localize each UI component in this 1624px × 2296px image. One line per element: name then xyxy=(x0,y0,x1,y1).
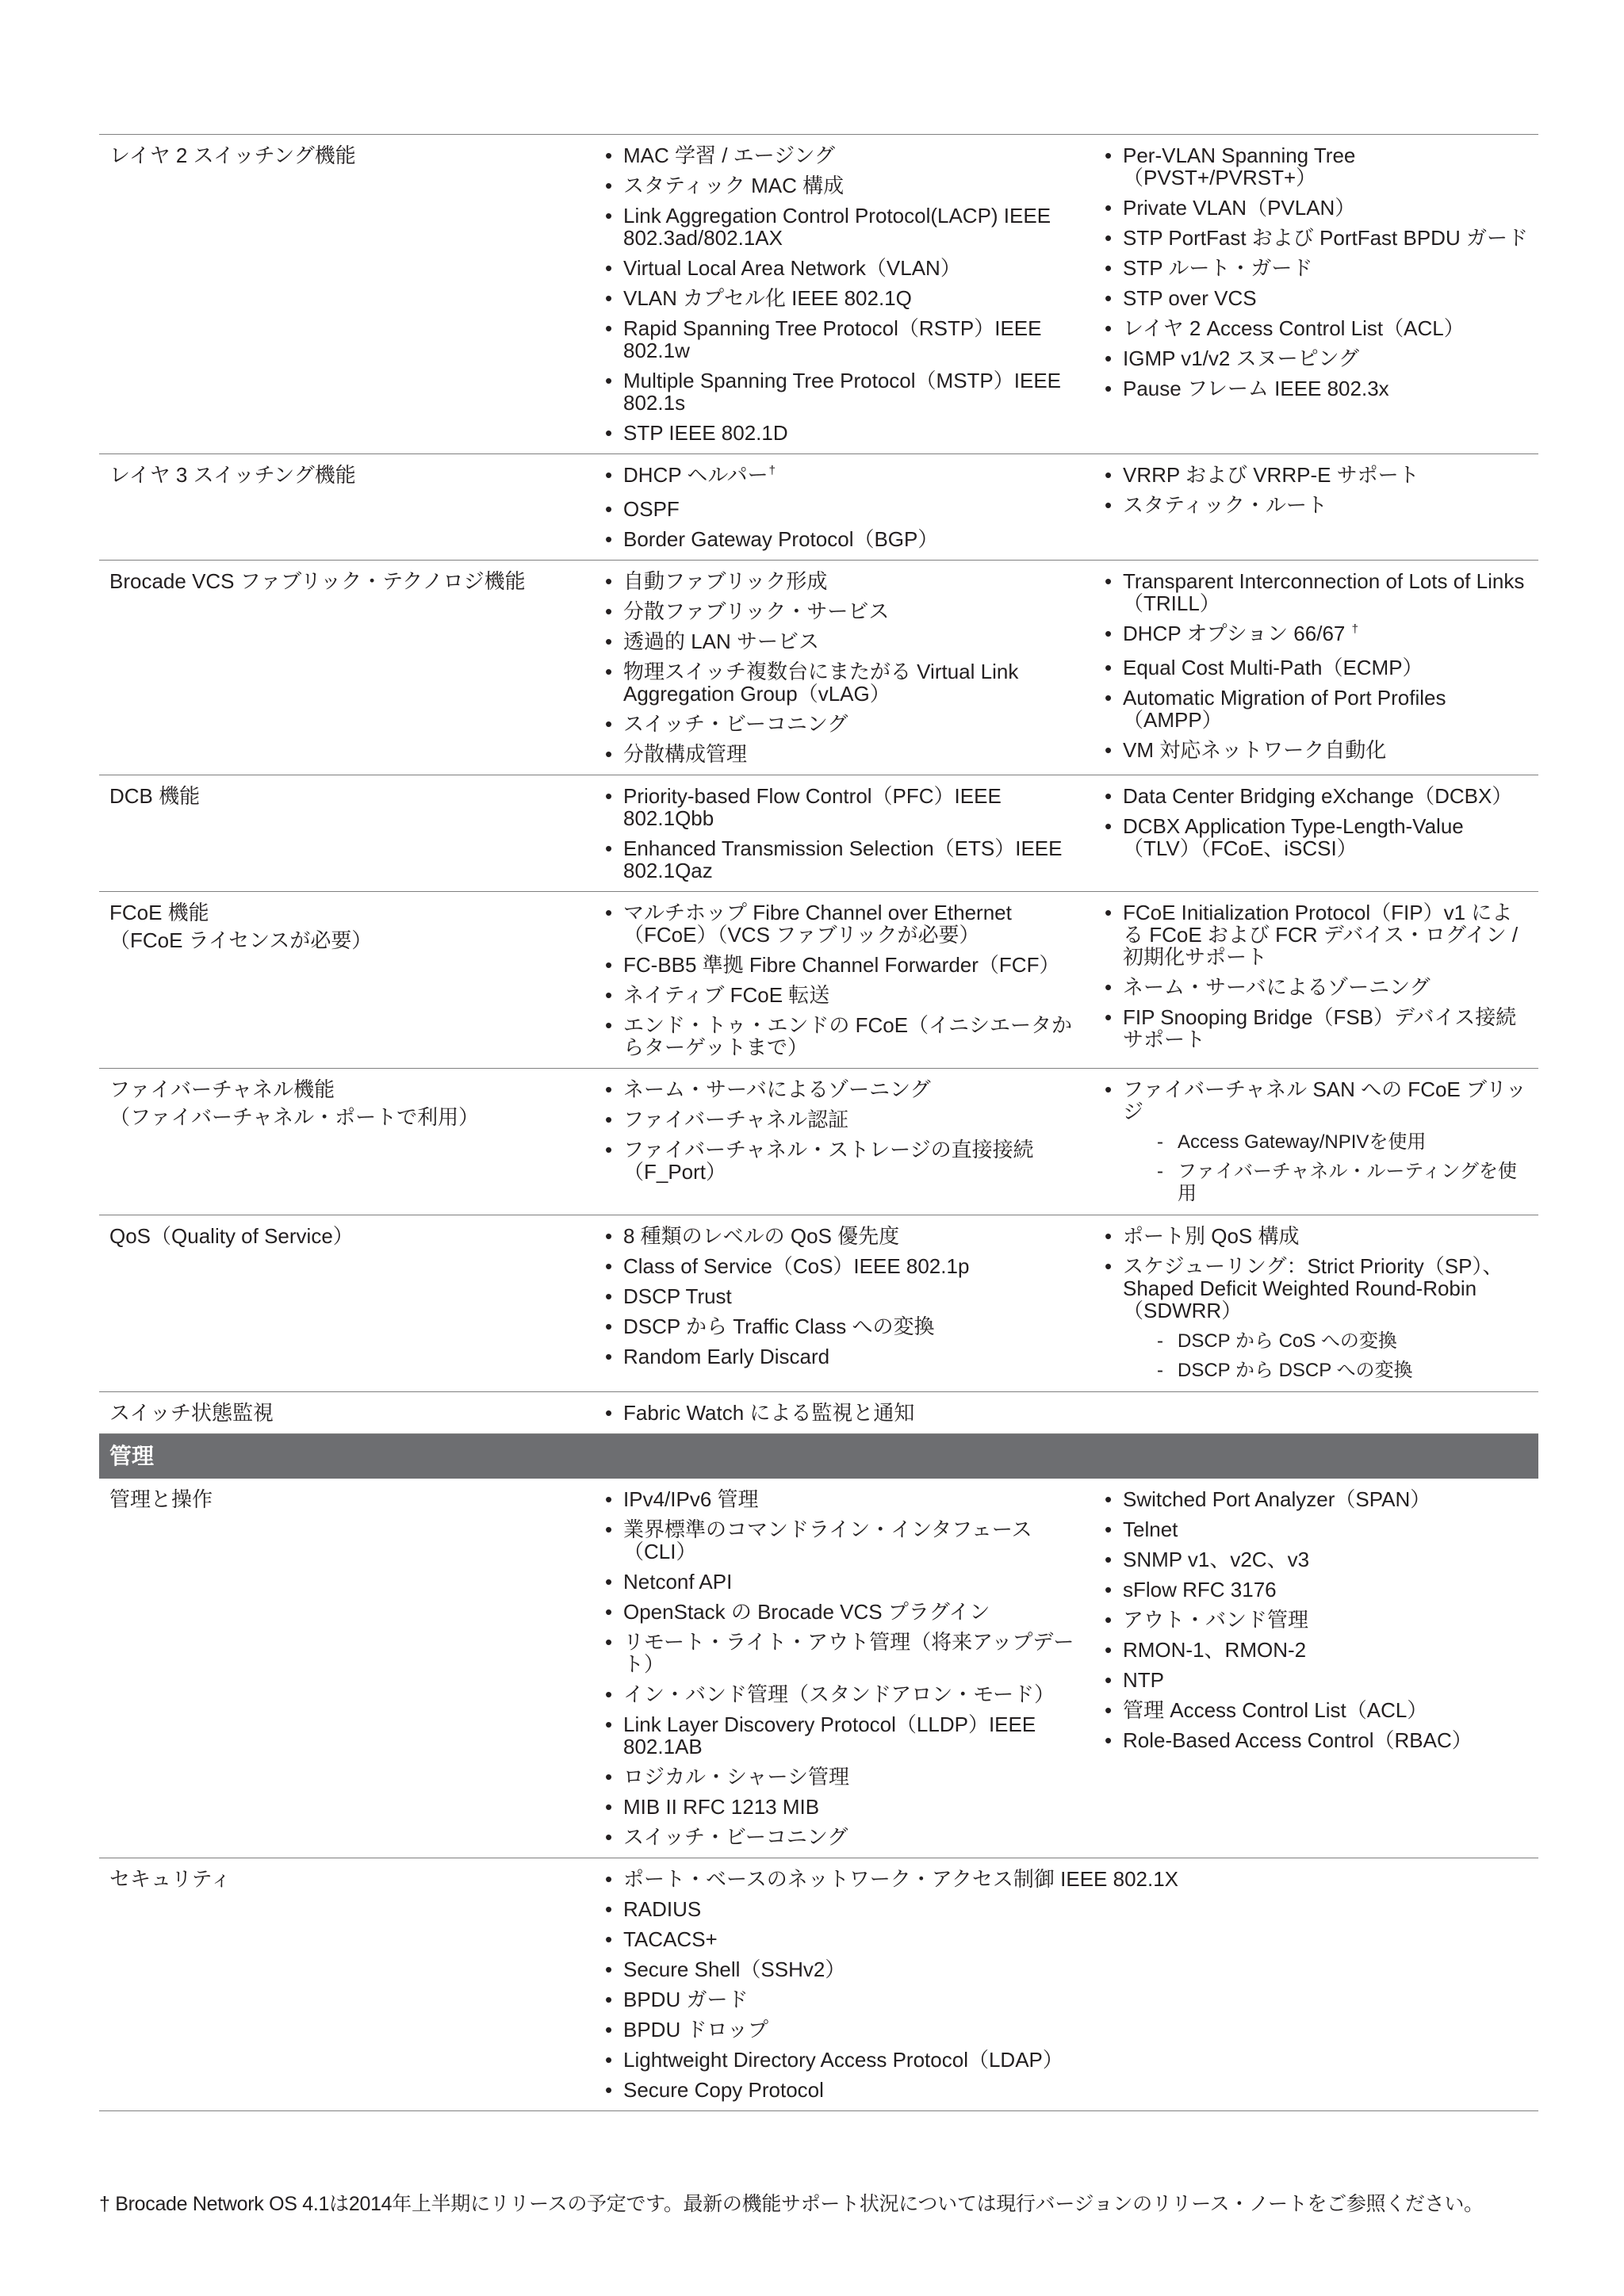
list-item xyxy=(1105,1609,1530,1631)
item-text: 分散ファブリック・サービス xyxy=(623,599,890,623)
list-item xyxy=(1105,144,1530,189)
list-item xyxy=(605,1631,1083,1675)
item-text: VLAN カプセル化 IEEE 802.1Q xyxy=(623,286,912,310)
list-item xyxy=(605,1713,1083,1758)
item-text: Border Gateway Protocol（BGP） xyxy=(623,527,939,551)
list-item xyxy=(605,422,1083,444)
item-text: Automatic Migration of Port Profiles（AMPP） xyxy=(1123,686,1446,732)
list-item xyxy=(605,600,1083,622)
spec-row xyxy=(99,1479,1538,1858)
spec-row xyxy=(99,1069,1538,1215)
item-text: ファイバーチャネル・ストレージの直接接続（F_Port） xyxy=(623,1138,1034,1184)
list-item xyxy=(605,257,1083,279)
row-label xyxy=(99,464,605,550)
item-text: BPDU ガード xyxy=(623,1988,749,2011)
list-item xyxy=(1105,739,1530,761)
list-item xyxy=(605,1826,1083,1848)
list-item xyxy=(1105,622,1530,649)
sub-list-item: - Access Gateway/NPIVを使用 xyxy=(1157,1131,1530,1154)
bullet-list xyxy=(1105,1488,1538,1848)
list-item xyxy=(605,1315,1083,1337)
bullet-list xyxy=(605,901,1105,1058)
list-item xyxy=(605,2019,1538,2041)
item-text: ファイバーチャネル SAN への FCoE ブリッジ xyxy=(1123,1077,1526,1123)
item-text: Private VLAN（PVLAN） xyxy=(1123,196,1356,220)
item-text: Pause フレーム IEEE 802.3x xyxy=(1123,377,1389,400)
list-item xyxy=(605,713,1083,735)
item-text: VM 対応ネットワーク自動化 xyxy=(1123,738,1387,762)
list-item xyxy=(605,1345,1083,1368)
item-text: ネーム・サーバによるゾーニング xyxy=(623,1077,931,1101)
list-item xyxy=(605,317,1083,362)
row-label xyxy=(99,1225,605,1382)
spec-row xyxy=(99,1215,1538,1392)
list-item xyxy=(605,1988,1538,2011)
bullet-list xyxy=(605,464,1105,550)
list-item xyxy=(605,1138,1083,1183)
row-label xyxy=(99,144,605,444)
list-item xyxy=(1105,1488,1530,1510)
item-text: VRRP および VRRP-E サポート xyxy=(1123,463,1419,487)
item-text: Secure Copy Protocol xyxy=(623,2078,824,2102)
list-item xyxy=(605,1571,1083,1593)
list-item xyxy=(1105,197,1530,219)
item-text: DSCP から Traffic Class への変換 xyxy=(623,1314,935,1338)
list-item xyxy=(605,1402,1538,1424)
list-item xyxy=(1105,464,1530,486)
list-item xyxy=(605,1958,1538,1980)
list-item xyxy=(1105,377,1530,400)
item-text: Link Aggregation Control Protocol(LACP) IEEE 802.3ad/802.1AX xyxy=(623,204,1051,250)
list-item xyxy=(1105,785,1530,807)
spec-row xyxy=(99,454,1538,561)
item-text: DHCP ヘルパー xyxy=(623,463,768,487)
list-item xyxy=(1105,1078,1530,1205)
section-header: 管理 xyxy=(99,1434,1538,1479)
item-text: DSCP Trust xyxy=(623,1284,732,1308)
item-text: スイッチ・ビーコニング xyxy=(623,712,848,736)
list-item xyxy=(605,1108,1083,1131)
item-text: Class of Service（CoS）IEEE 802.1p xyxy=(623,1254,970,1278)
row-label-line: QoS（Quality of Service） xyxy=(109,1224,354,1248)
list-item xyxy=(605,1255,1083,1277)
item-text: Switched Port Analyzer（SPAN） xyxy=(1123,1487,1431,1511)
item-text: ネイティブ FCoE 転送 xyxy=(623,983,830,1007)
list-item xyxy=(605,1518,1083,1563)
item-text: OpenStack の Brocade VCS プラグイン xyxy=(623,1600,990,1624)
item-text: スイッチ・ビーコニング xyxy=(623,1825,848,1849)
item-text: DHCP オプション 66/67 xyxy=(1123,622,1351,645)
item-text: 物理スイッチ複数台にまたがる Virtual Link Aggregation Group（vLAG） xyxy=(623,660,1019,706)
list-item xyxy=(605,570,1083,592)
list-item xyxy=(1105,1548,1530,1571)
list-item xyxy=(605,630,1083,652)
row-label xyxy=(99,1402,605,1424)
item-text: Enhanced Transmission Selection（ETS）IEEE 802.1Qaz xyxy=(623,836,1063,882)
item-text: 管理 Access Control List（ACL） xyxy=(1123,1698,1428,1722)
row-label xyxy=(99,1078,605,1205)
list-item xyxy=(605,1766,1083,1788)
list-item xyxy=(605,743,1083,765)
item-text: STP IEEE 802.1D xyxy=(623,421,788,445)
footnote: † Brocade Network OS 4.1は2014年上半期にリリースの予定です。最新の機能サポート状況については現行バージョンのリリース・ノートをご参照ください。 xyxy=(99,2193,1484,2215)
list-item xyxy=(1105,1639,1530,1661)
item-text: スタティック・ルート xyxy=(1123,493,1327,517)
item-text: STP ルート・ガード xyxy=(1123,256,1313,280)
list-item xyxy=(605,1488,1083,1510)
item-text: Role-Based Access Control（RBAC） xyxy=(1123,1728,1473,1752)
row-label-line: （ファイバーチャネル・ポートで利用） xyxy=(109,1105,480,1129)
list-item xyxy=(605,1898,1538,1920)
row-label-line: FCoE 機能 xyxy=(109,901,209,924)
bullet-list xyxy=(1105,901,1538,1058)
list-item xyxy=(605,174,1083,197)
dagger-mark: † xyxy=(768,464,776,477)
list-item xyxy=(1105,1729,1530,1751)
item-text: ロジカル・シャーシ管理 xyxy=(623,1765,849,1789)
item-text: Priority-based Flow Control（PFC）IEEE 802.1Qbb xyxy=(623,784,1002,830)
bullet-list xyxy=(605,785,1105,882)
list-item xyxy=(605,1928,1538,1950)
list-item xyxy=(605,144,1083,166)
item-text: 自動ファブリック形成 xyxy=(623,569,828,593)
spec-row xyxy=(99,1392,1538,1434)
item-text: Lightweight Directory Access Protocol（LDAP） xyxy=(623,2048,1063,2072)
row-label xyxy=(99,570,605,765)
item-text: 8 種類のレベルの QoS 優先度 xyxy=(623,1224,900,1248)
bullet-list xyxy=(605,1488,1105,1848)
list-item xyxy=(1105,287,1530,309)
sub-list-item: - DSCP から CoS への変換 xyxy=(1157,1330,1530,1353)
bullet-list xyxy=(1105,785,1538,882)
list-item xyxy=(1105,1518,1530,1540)
bullet-list xyxy=(1105,1225,1538,1382)
list-item xyxy=(1105,227,1530,249)
item-text: ネーム・サーバによるゾーニング xyxy=(1123,975,1431,999)
list-item xyxy=(1105,347,1530,369)
item-text: Data Center Bridging eXchange（DCBX） xyxy=(1123,784,1513,808)
list-item xyxy=(1105,1669,1530,1691)
list-item xyxy=(605,785,1083,829)
bullet-list xyxy=(1105,1078,1538,1205)
item-text: DCBX Application Type-Length-Value（TLV）（FCoE、iSCSI） xyxy=(1123,814,1464,860)
list-item xyxy=(1105,687,1530,731)
list-item xyxy=(1105,1578,1530,1601)
list-item xyxy=(605,660,1083,705)
item-text: BPDU ドロップ xyxy=(623,2018,768,2042)
row-label-line: Brocade VCS ファブリック・テクノロジ機能 xyxy=(109,569,526,593)
item-text: レイヤ 2 Access Control List（ACL） xyxy=(1123,316,1465,340)
row-label-line: スイッチ状態監視 xyxy=(109,1401,274,1425)
row-label-line: ファイバーチャネル機能 xyxy=(109,1077,335,1101)
row-label-line: レイヤ 2 スイッチング機能 xyxy=(109,144,356,167)
list-item xyxy=(605,1683,1083,1705)
item-text: 分散構成管理 xyxy=(623,742,748,766)
row-label xyxy=(99,1488,605,1848)
list-item xyxy=(605,2079,1538,2101)
item-text: Link Layer Discovery Protocol（LLDP）IEEE 802.1AB xyxy=(623,1712,1036,1758)
row-label xyxy=(99,901,605,1058)
row-label xyxy=(99,785,605,882)
item-text: TACACS+ xyxy=(623,1927,718,1951)
item-text: RMON-1、RMON-2 xyxy=(1123,1638,1307,1662)
list-item xyxy=(1105,494,1530,516)
item-text: スケジューリング：Strict Priority（SP）、Shaped Deficit Weighted Round-Robin（SDWRR） xyxy=(1123,1254,1503,1322)
item-text: SNMP v1、v2C、v3 xyxy=(1123,1548,1310,1571)
list-item xyxy=(1105,257,1530,279)
item-text: Netconf API xyxy=(623,1570,733,1594)
list-item xyxy=(605,287,1083,309)
item-text: Secure Shell（SSHv2） xyxy=(623,1957,846,1981)
sub-list xyxy=(1157,1330,1530,1382)
item-text: STP over VCS xyxy=(1123,286,1257,310)
item-text: Equal Cost Multi-Path（ECMP） xyxy=(1123,656,1423,679)
item-text: ファイバーチャネル認証 xyxy=(623,1108,849,1131)
spec-row xyxy=(99,1858,1538,2111)
item-text: アウト・バンド管理 xyxy=(1123,1608,1309,1632)
item-text: Virtual Local Area Network（VLAN） xyxy=(623,256,961,280)
item-text: Multiple Spanning Tree Protocol（MSTP）IEEE 802.1s xyxy=(623,369,1062,415)
list-item xyxy=(1105,1225,1530,1247)
item-text: FC-BB5 準拠 Fibre Channel Forwarder（FCF） xyxy=(623,953,1060,977)
item-text: sFlow RFC 3176 xyxy=(1123,1578,1277,1601)
item-text: Random Early Discard xyxy=(623,1345,830,1368)
list-item xyxy=(1105,1255,1530,1382)
list-item xyxy=(605,1285,1083,1307)
row-label-line: （FCoE ライセンスが必要） xyxy=(109,928,373,952)
list-item xyxy=(1105,1699,1530,1721)
item-text: エンド・トゥ・エンドの FCoE（イニシエータからターゲットまで） xyxy=(623,1013,1072,1059)
list-item xyxy=(605,837,1083,882)
list-item xyxy=(605,1078,1083,1100)
item-text: 透過的 LAN サービス xyxy=(623,629,820,653)
spec-row xyxy=(99,775,1538,892)
item-text: RADIUS xyxy=(623,1897,702,1921)
item-text: Telnet xyxy=(1123,1517,1178,1541)
item-text: リモート・ライト・アウト管理（将来アップデート） xyxy=(623,1630,1074,1676)
bullet-list xyxy=(1105,144,1538,444)
row-label xyxy=(99,1868,605,2101)
row-label-line: セキュリティ xyxy=(109,1867,232,1891)
spec-row xyxy=(99,892,1538,1069)
list-item xyxy=(1105,317,1530,339)
list-item xyxy=(1105,656,1530,679)
bullet-list xyxy=(605,144,1105,444)
sub-list xyxy=(1157,1131,1530,1205)
list-item xyxy=(605,1014,1083,1058)
bullet-list xyxy=(605,1402,1538,1424)
bullet-list xyxy=(605,1078,1105,1205)
spec-row xyxy=(99,561,1538,775)
item-text: スタティック MAC 構成 xyxy=(623,174,845,197)
item-text: Transparent Interconnection of Lots of Links（TRILL） xyxy=(1123,569,1525,615)
list-item xyxy=(605,1796,1083,1818)
list-item xyxy=(605,901,1083,946)
item-text: 業界標準のコマンドライン・インタフェース（CLI） xyxy=(623,1517,1032,1563)
item-text: Fabric Watch による監視と通知 xyxy=(623,1401,915,1425)
item-text: OSPF xyxy=(623,497,680,521)
list-item xyxy=(605,369,1083,414)
list-item xyxy=(605,984,1083,1006)
item-text: MIB II RFC 1213 MIB xyxy=(623,1795,820,1819)
spec-row xyxy=(99,135,1538,454)
list-item xyxy=(1105,901,1530,968)
item-text: ポート別 QoS 構成 xyxy=(1123,1224,1300,1248)
item-text: Rapid Spanning Tree Protocol（RSTP）IEEE 802.1w xyxy=(623,316,1042,362)
list-item xyxy=(605,954,1083,976)
dagger-mark: † xyxy=(1351,622,1358,636)
item-text: ポート・ベースのネットワーク・アクセス制御 IEEE 802.1X xyxy=(623,1867,1179,1891)
spec-table xyxy=(99,134,1538,2111)
item-text: MAC 学習 / エージング xyxy=(623,144,835,167)
sub-list-item: - ファイバーチャネル・ルーティングを使用 xyxy=(1157,1161,1530,1205)
list-item xyxy=(605,464,1083,490)
sub-list-item: - DSCP から DSCP への変換 xyxy=(1157,1360,1530,1382)
bullet-list xyxy=(605,570,1105,765)
list-item xyxy=(605,528,1083,550)
list-item xyxy=(1105,815,1530,859)
list-item xyxy=(605,1225,1083,1247)
list-item xyxy=(605,1601,1083,1623)
item-text: STP PortFast および PortFast BPDU ガード xyxy=(1123,226,1528,250)
bullet-list xyxy=(605,1225,1105,1382)
item-text: イン・バンド管理（スタンドアロン・モード） xyxy=(623,1682,1055,1706)
item-text: Per-VLAN Spanning Tree（PVST+/PVRST+） xyxy=(1123,144,1356,189)
list-item xyxy=(605,2049,1538,2071)
item-text: IGMP v1/v2 スヌーピング xyxy=(1123,346,1360,370)
list-item xyxy=(1105,570,1530,614)
row-label-line: レイヤ 3 スイッチング機能 xyxy=(109,463,356,487)
item-text: NTP xyxy=(1123,1668,1164,1692)
bullet-list xyxy=(1105,464,1538,550)
row-label-line: 管理と操作 xyxy=(109,1487,213,1511)
list-item xyxy=(605,205,1083,249)
list-item xyxy=(605,1868,1538,1890)
bullet-list xyxy=(605,1868,1538,2101)
list-item xyxy=(1105,1006,1530,1050)
item-text: マルチホップ Fibre Channel over Ethernet（FCoE）（VCS ファブリックが必要） xyxy=(623,901,1012,947)
list-item xyxy=(605,498,1083,520)
item-text: FIP Snooping Bridge（FSB）デバイス接続サポート xyxy=(1123,1005,1517,1051)
item-text: FCoE Initialization Protocol（FIP）v1 による FCoE および FCR デバイス・ログイン / 初期化サポート xyxy=(1123,901,1519,969)
bullet-list xyxy=(1105,570,1538,765)
row-label-line: DCB 機能 xyxy=(109,784,201,808)
list-item xyxy=(1105,976,1530,998)
item-text: IPv4/IPv6 管理 xyxy=(623,1487,759,1511)
